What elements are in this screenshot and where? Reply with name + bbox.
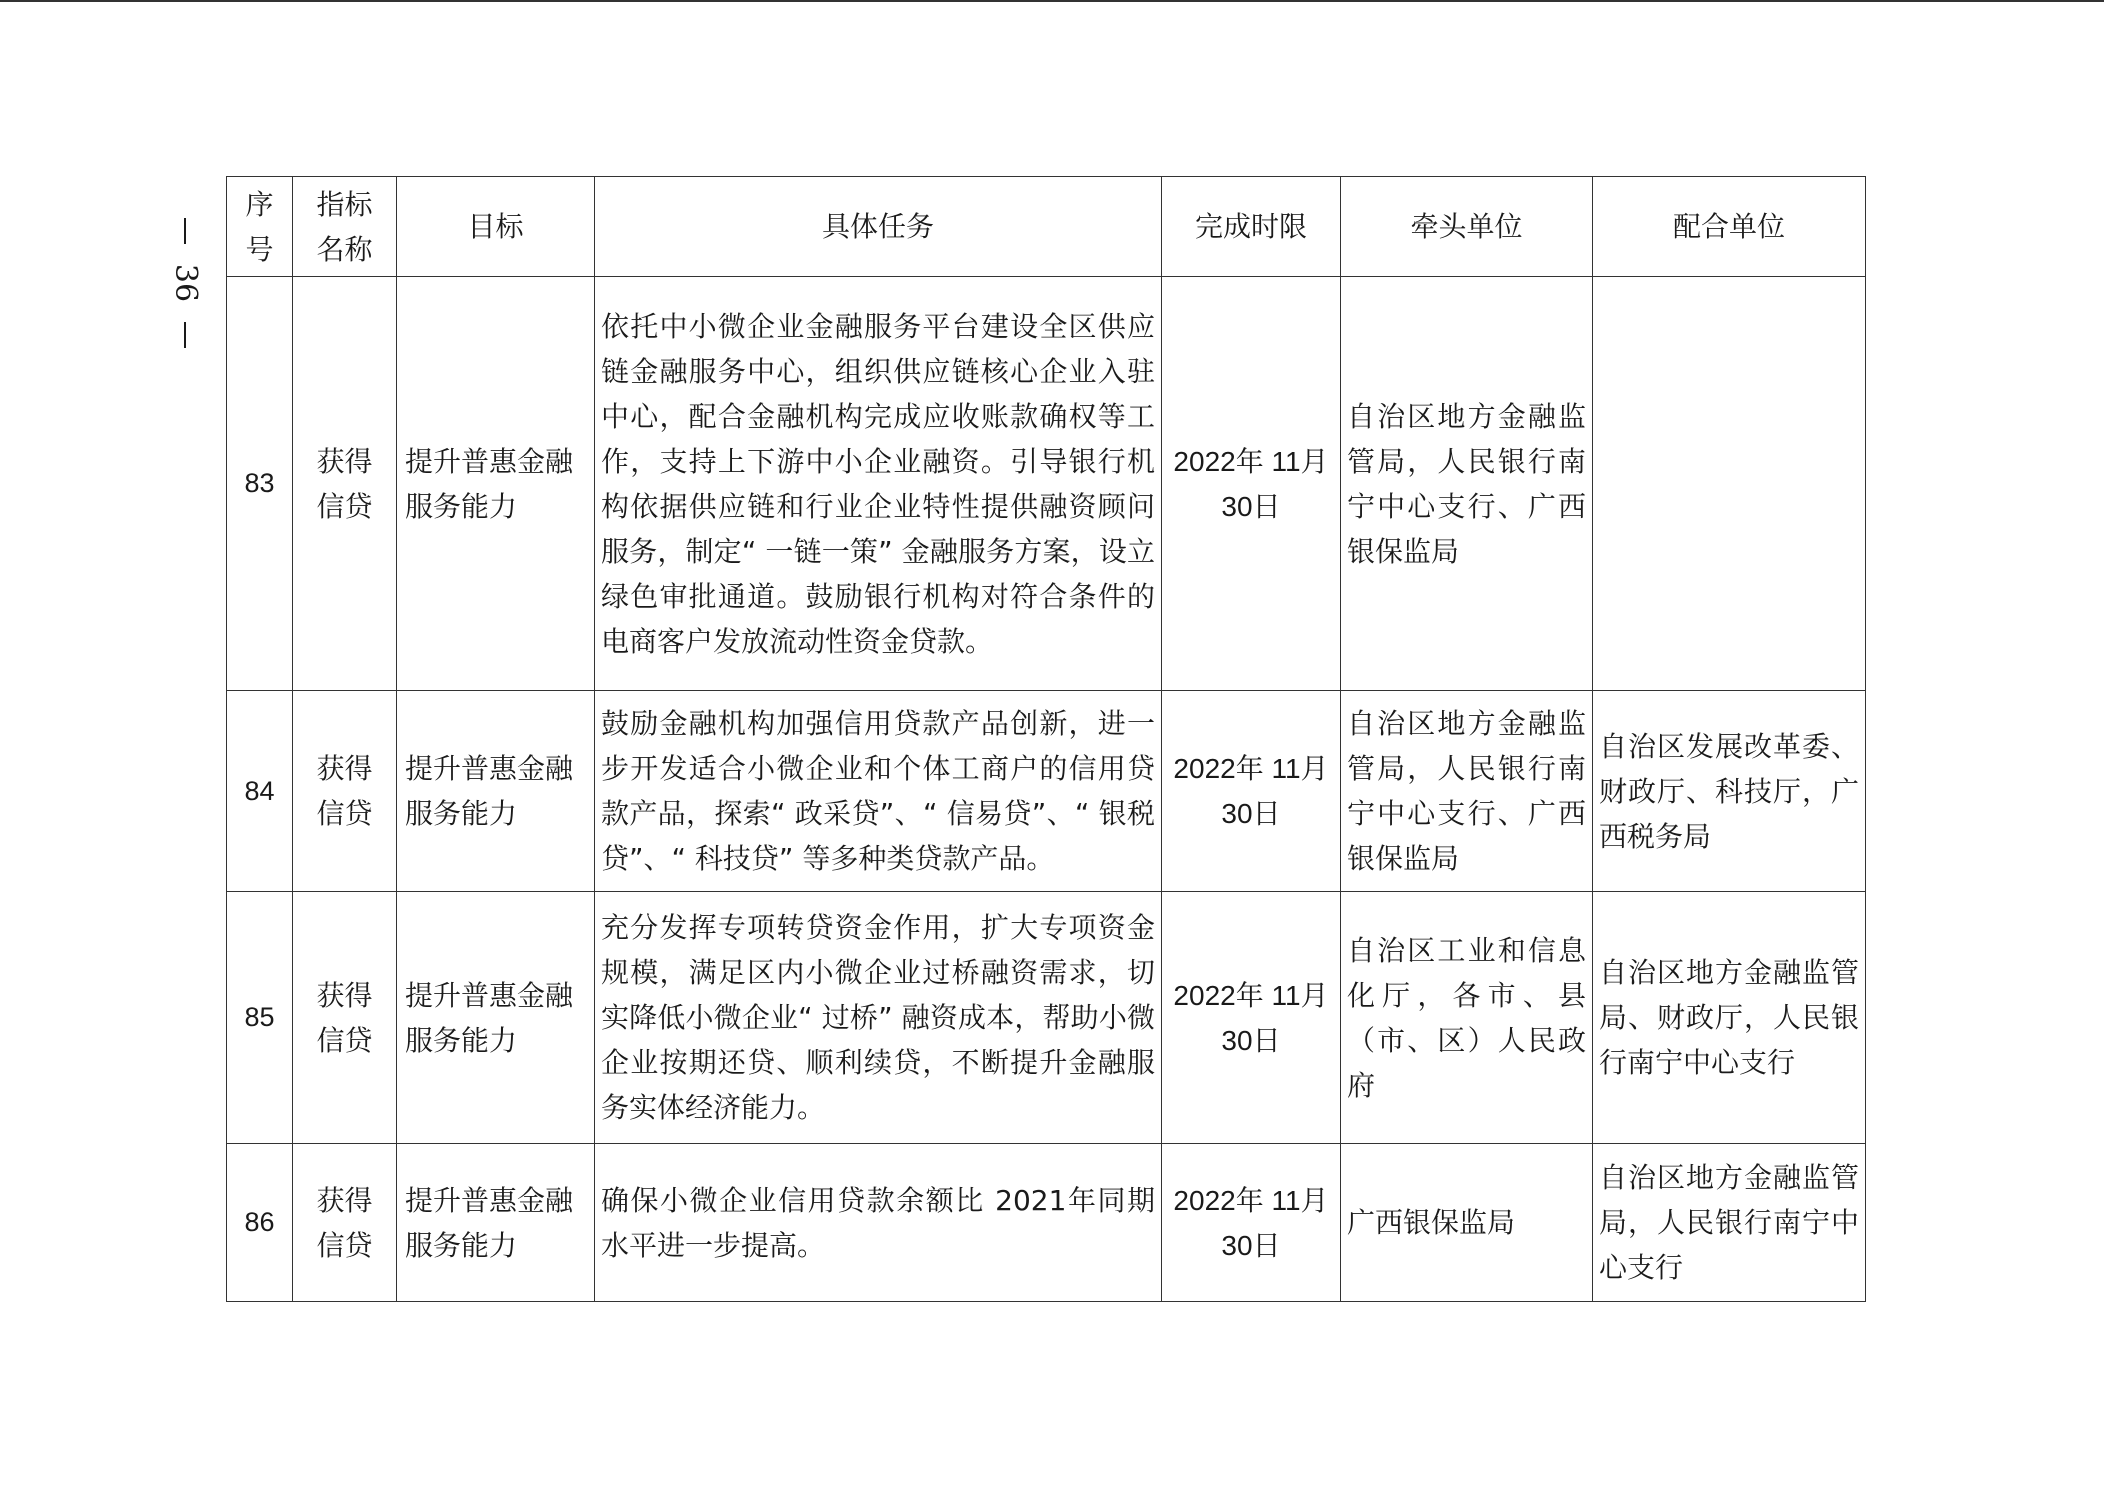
- row-indicator-line-1: 获得: [316, 1183, 373, 1217]
- row-goal: [397, 277, 595, 691]
- row-goal-line-1: 提升普惠金融: [405, 978, 574, 1012]
- task-table: [226, 176, 1866, 1302]
- row-goal-line-2: 服务能力: [405, 1228, 518, 1262]
- row-goal: [397, 1144, 595, 1302]
- row-deadline-line-2: 30日: [1221, 490, 1281, 522]
- row-goal-line-2: 服务能力: [405, 1023, 518, 1057]
- row-indicator-line-1: 获得: [316, 444, 373, 478]
- row-support: 自治区地方金融监管局，人民银行南宁中心支行: [1593, 1144, 1866, 1302]
- header-indicator: [293, 177, 397, 277]
- page-number-dash-bottom: [184, 322, 186, 348]
- page-number: [165, 218, 205, 348]
- row-deadline: [1162, 277, 1341, 691]
- row-indicator-line-2: 信贷: [316, 1228, 373, 1262]
- row-indicator-line-1: 获得: [316, 752, 373, 785]
- row-deadline: [1162, 691, 1341, 892]
- page-top-border: [0, 0, 2104, 2]
- row-deadline-line-2: 30日: [1221, 1229, 1281, 1261]
- row-seq: 85: [227, 892, 293, 1144]
- row-goal: [397, 691, 595, 892]
- row-seq: 86: [227, 1144, 293, 1302]
- row-deadline-line-1: 2022年 11月: [1173, 445, 1329, 477]
- row-deadline-line-2: 30日: [1221, 1024, 1281, 1056]
- row-task: 鼓励金融机构加强信用贷款产品创新，进一步开发适合小微企业和个体工商户的信用贷款产品，探索“ 政采贷”、“ 信易贷”、“ 银税贷”、“ 科技贷” 等多种类贷款产品。: [595, 691, 1162, 892]
- page-number-dash-top: [184, 218, 186, 244]
- row-support: 自治区发展改革委、财政厅、科技厅，广西税务局: [1593, 691, 1866, 892]
- table-header-row: [227, 177, 1866, 277]
- header-task: 具体任务: [595, 177, 1162, 277]
- row-goal-line-1: 提升普惠金融: [405, 1183, 574, 1217]
- row-indicator-line-2: 信贷: [316, 489, 373, 523]
- header-goal: 目标: [397, 177, 595, 277]
- row-deadline-line-1: 2022年 11月: [1173, 753, 1329, 784]
- row-indicator: [293, 691, 397, 892]
- row-lead: 自治区地方金融监管局，人民银行南宁中心支行、广西银保监局: [1341, 691, 1593, 892]
- row-task: 确保小微企业信用贷款余额比 2021年同期水平进一步提高。: [595, 1144, 1162, 1302]
- table-row: [227, 691, 1866, 892]
- table-row: [227, 1144, 1866, 1302]
- row-support: [1593, 277, 1866, 691]
- row-seq: 83: [227, 277, 293, 691]
- row-lead: 广西银保监局: [1341, 1144, 1593, 1302]
- row-seq: 84: [227, 691, 293, 892]
- row-indicator: [293, 277, 397, 691]
- page-number-value: 36: [168, 263, 203, 303]
- row-goal: [397, 892, 595, 1144]
- row-indicator-line-2: 信贷: [316, 797, 373, 830]
- row-indicator-line-1: 获得: [316, 978, 373, 1012]
- row-lead: 自治区工业和信息化厅，各市、县（市、区）人民政府: [1341, 892, 1593, 1144]
- row-lead: 自治区地方金融监管局，人民银行南宁中心支行、广西银保监局: [1341, 277, 1593, 691]
- row-goal-line-2: 服务能力: [405, 797, 518, 830]
- row-deadline: [1162, 892, 1341, 1144]
- row-goal-line-1: 提升普惠金融: [405, 444, 574, 478]
- row-indicator: [293, 1144, 397, 1302]
- header-seq-line-2: 号: [245, 232, 274, 266]
- table-row: [227, 277, 1866, 691]
- row-deadline-line-2: 30日: [1221, 798, 1281, 829]
- row-deadline-line-1: 2022年 11月: [1173, 979, 1329, 1011]
- row-indicator-line-2: 信贷: [316, 1023, 373, 1057]
- row-deadline-line-1: 2022年 11月: [1173, 1184, 1329, 1216]
- header-seq-line-1: 序: [245, 187, 274, 221]
- row-deadline: [1162, 1144, 1341, 1302]
- header-indicator-line-2: 名称: [316, 232, 373, 266]
- header-lead: 牵头单位: [1341, 177, 1593, 277]
- header-deadline: 完成时限: [1162, 177, 1341, 277]
- row-task: 充分发挥专项转贷资金作用，扩大专项资金规模，满足区内小微企业过桥融资需求，切实降低小微企业“ 过桥” 融资成本，帮助小微企业按期还贷、顺利续贷，不断提升金融服务实体经济能力。: [595, 892, 1162, 1144]
- row-task: 依托中小微企业金融服务平台建设全区供应链金融服务中心，组织供应链核心企业入驻中心，配合金融机构完成应收账款确权等工作，支持上下游中小企业融资。引导银行机构依据供应链和行业企业特性提供融资顾问服务，制定“ 一链一策” 金融服务方案，设立绿色审批通道。鼓励银行机构对符合条件的电商客户发放流动性资金贷款。: [595, 277, 1162, 691]
- header-indicator-line-1: 指标: [316, 187, 373, 221]
- row-indicator: [293, 892, 397, 1144]
- row-goal-line-1: 提升普惠金融: [405, 752, 574, 785]
- header-support: 配合单位: [1593, 177, 1866, 277]
- table-row: [227, 892, 1866, 1144]
- row-support: 自治区地方金融监管局、财政厅，人民银行南宁中心支行: [1593, 892, 1866, 1144]
- row-goal-line-2: 服务能力: [405, 489, 518, 523]
- header-seq: [227, 177, 293, 277]
